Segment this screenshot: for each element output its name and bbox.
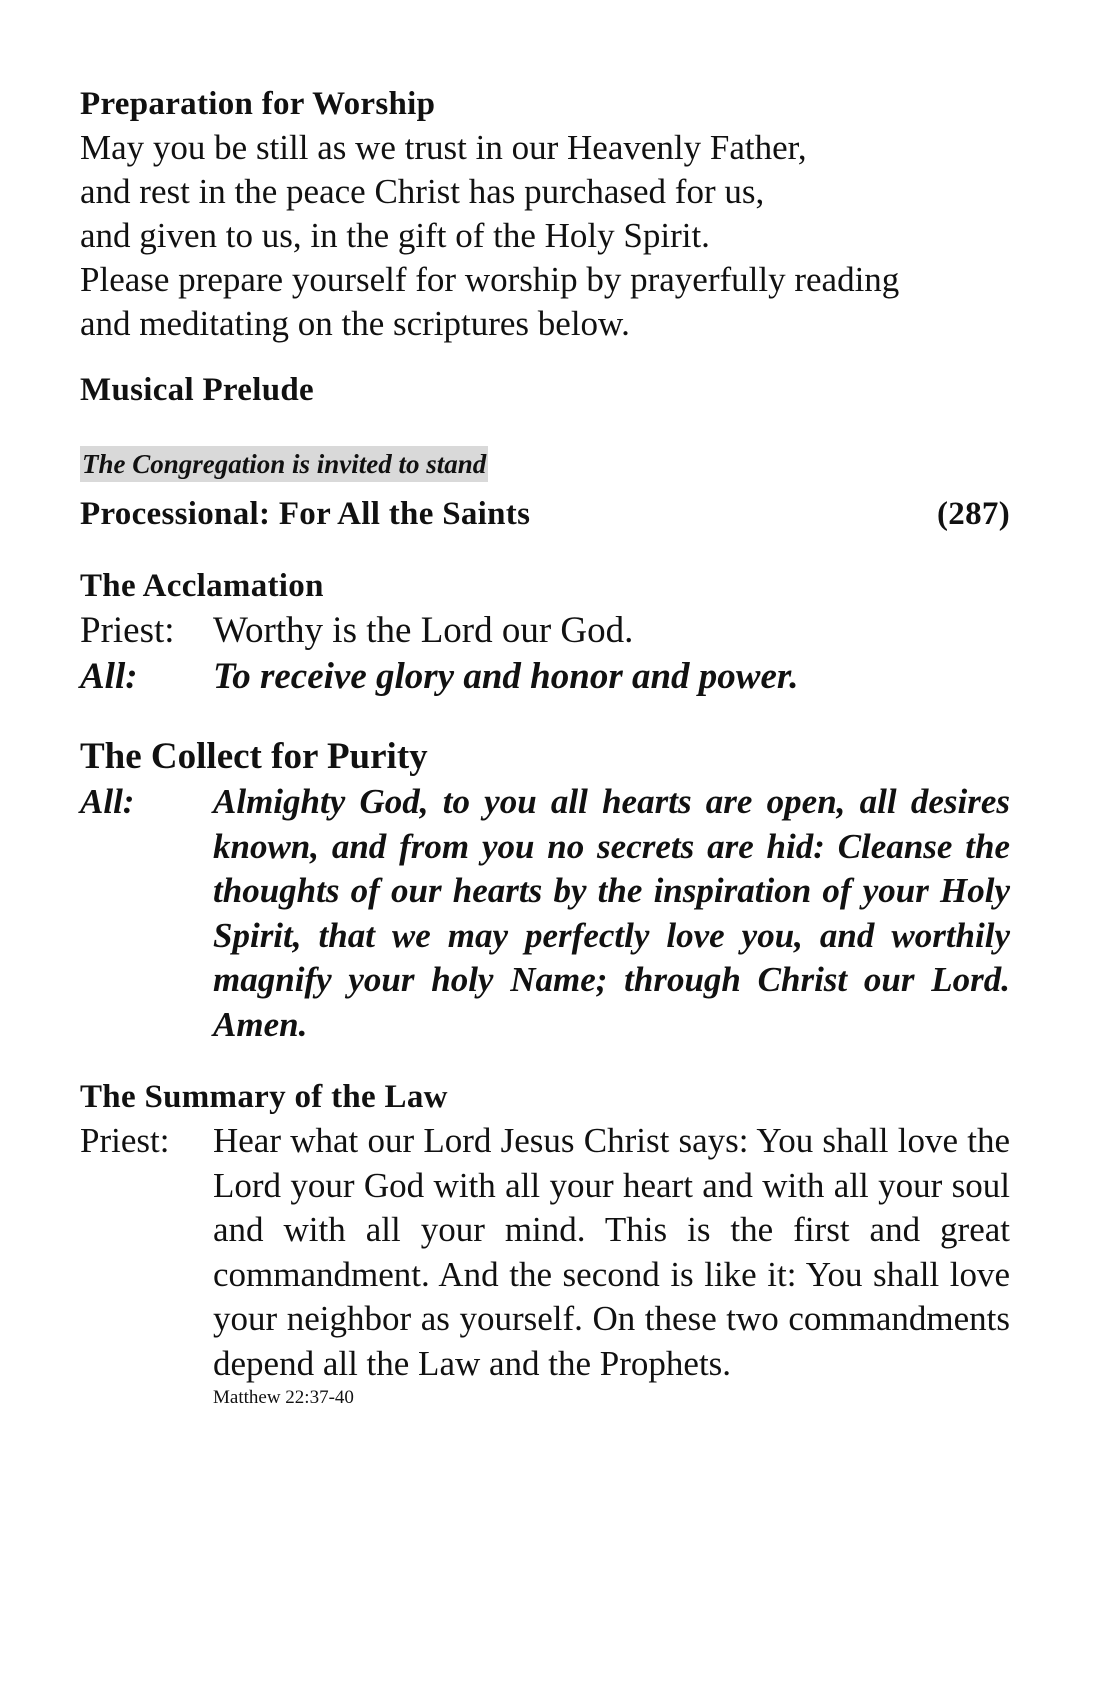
- acclamation-priest-row: [80, 608, 1010, 654]
- rubric-stand-instruction: The Congregation is invited to stand: [80, 446, 488, 482]
- preparation-line-3: and given to us, in the gift of the Holy Spirit.: [80, 216, 710, 255]
- spacer: [80, 700, 1010, 734]
- collect-heading: The Collect for Purity: [80, 736, 428, 777]
- acclamation-heading: The Acclamation: [80, 568, 324, 604]
- summary-citation: Matthew 22:37-40: [213, 1387, 354, 1408]
- spacer: [80, 346, 1010, 368]
- preparation-line-2: and rest in the peace Christ has purchased for us,: [80, 172, 765, 211]
- acclamation-all-row: [80, 654, 1010, 700]
- spacer: [80, 1047, 1010, 1075]
- acclamation-section: [80, 564, 1010, 700]
- acclamation-priest-text: Worthy is the Lord our God.: [213, 610, 634, 651]
- collect-all-row: [80, 780, 1010, 1047]
- collect-prayer-text: Almighty God, to you all hearts are open, all desires known, and from you no secrets are hid: Cleanse the thoughts of our hearts by the inspiration of your Holy Spirit, that we may perfectly love you, and worthily magnify your holy Name; through Christ our Lord. Amen.: [213, 782, 1010, 1044]
- summary-priest-row: [80, 1119, 1010, 1386]
- collect-section: [80, 734, 1010, 1047]
- preparation-heading: Preparation for Worship: [80, 86, 436, 122]
- spacer: [80, 482, 1010, 492]
- prelude-heading: Musical Prelude: [80, 372, 314, 408]
- prelude-section: [80, 368, 1010, 412]
- rubric-section: [80, 446, 1010, 482]
- preparation-line-5: and meditating on the scriptures below.: [80, 304, 630, 343]
- preparation-line-1: May you be still as we trust in our Heavenly Father,: [80, 128, 807, 167]
- processional-title: Processional: For All the Saints: [80, 496, 531, 532]
- acclamation-all-text: To receive glory and honor and power.: [213, 656, 799, 697]
- bulletin-page: [80, 82, 1010, 1410]
- acclamation-all-label: All:: [80, 656, 138, 697]
- summary-law-text: Hear what our Lord Jesus Christ says: You shall love the Lord your God with all your heart and with all your soul and with all your mind. This is the first and great commandment. And the second is like it: You shall love your neighbor as yourself. On these two commandments depend all the Law and the Prophets.: [213, 1121, 1010, 1383]
- preparation-line-4: Please prepare yourself for worship by prayerfully reading: [80, 260, 900, 299]
- processional-section: [80, 492, 1010, 536]
- spacer: [80, 536, 1010, 564]
- summary-priest-label: Priest:: [80, 1121, 170, 1160]
- collect-all-label: All:: [80, 782, 135, 821]
- processional-hymn-number: (287): [937, 496, 1010, 532]
- summary-heading: The Summary of the Law: [80, 1079, 448, 1115]
- spacer: [80, 412, 1010, 446]
- summary-section: [80, 1075, 1010, 1410]
- preparation-section: [80, 82, 1010, 346]
- acclamation-priest-label: Priest:: [80, 610, 175, 651]
